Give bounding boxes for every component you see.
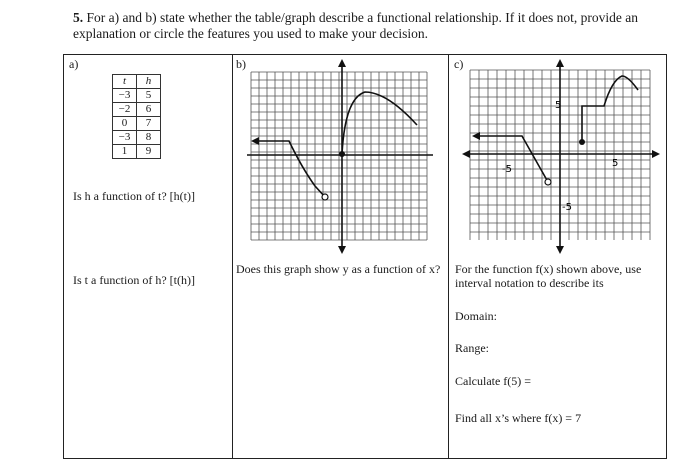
cell: 5 [137, 89, 161, 103]
table-row [113, 117, 161, 131]
grid [251, 72, 427, 240]
column-divider-1 [232, 54, 233, 459]
table-header-h: h [137, 75, 161, 89]
table-row [113, 103, 161, 117]
calculate-label: Calculate f(5) = [455, 374, 532, 388]
curve-left [476, 136, 548, 182]
question-text [73, 10, 673, 42]
closed-point [339, 151, 345, 157]
question-body: For a) and b) state whether the table/graph describe a functional relationship. If it does not, provide an explanation or circle the features you used to make your decision. [73, 10, 638, 41]
part-c-graph [462, 58, 660, 254]
handwritten-label: -5 [502, 164, 512, 175]
cell: 8 [137, 131, 161, 145]
part-a-question-1: Is h a function of t? [h(t)] [73, 189, 195, 203]
t-h-table [112, 74, 161, 159]
y-axis-arrow-up [556, 59, 564, 67]
handwritten-label: -5 [562, 202, 572, 213]
handwritten-label: 5 [555, 100, 562, 111]
part-a-question-2: Is t a function of h? [t(h)] [73, 273, 195, 287]
part-b-question: Does this graph show y as a function of x? [236, 262, 441, 276]
open-point [322, 194, 328, 200]
curve-right [582, 76, 638, 142]
part-c-label: c) [454, 57, 464, 71]
handwritten-label: 5 [612, 158, 619, 169]
cell: −3 [113, 131, 137, 145]
part-b-label: b) [236, 57, 246, 71]
part-a-label: a) [69, 57, 79, 71]
y-axis-arrow-up [338, 59, 346, 67]
closed-point [579, 139, 585, 145]
cell: 6 [137, 103, 161, 117]
cell: 7 [137, 117, 161, 131]
open-point [545, 179, 551, 185]
column-divider-2 [448, 54, 449, 459]
cell: −2 [113, 103, 137, 117]
table-header-t: t [113, 75, 137, 89]
curve-left [253, 141, 325, 197]
find-x-label: Find all x’s where f(x) = 7 [455, 411, 582, 425]
table-row [113, 145, 161, 159]
cell: 1 [113, 145, 137, 159]
y-axis-arrow-down [338, 246, 346, 254]
y-axis-arrow-down [556, 246, 564, 254]
table-row [113, 89, 161, 103]
cell: −3 [113, 89, 137, 103]
range-label: Range: [455, 341, 489, 355]
x-axis-arrow-right [652, 150, 660, 158]
part-b-graph [247, 58, 433, 254]
part-c-prompt: For the function f(x) shown above, use interval notation to describe its [455, 262, 642, 290]
cell: 0 [113, 117, 137, 131]
x-axis-arrow-left [462, 150, 470, 158]
cell: 9 [137, 145, 161, 159]
domain-label: Domain: [455, 309, 497, 323]
table-row [113, 131, 161, 145]
question-number: 5. [73, 10, 84, 25]
curve-right [342, 92, 417, 154]
